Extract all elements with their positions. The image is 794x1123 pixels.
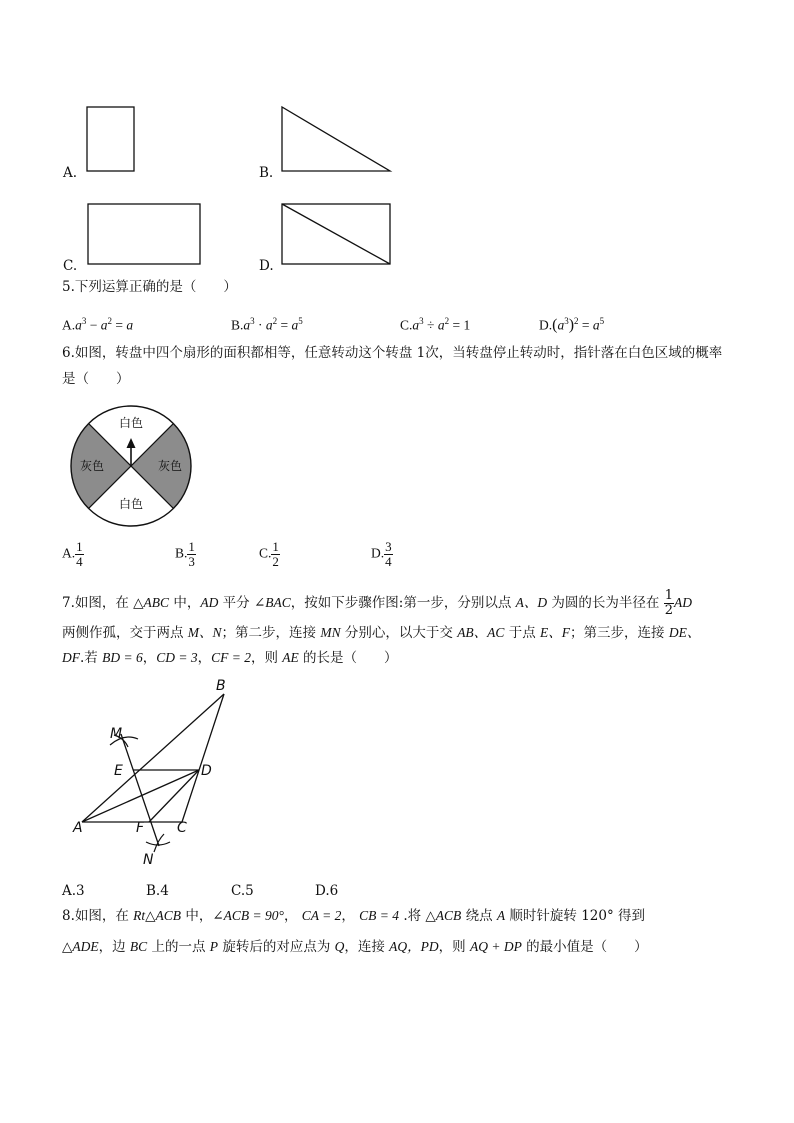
fig-label-f: F [136, 820, 145, 836]
q5-stem: 5.下列运算正确的是（ ） [62, 279, 237, 295]
q7-stem-line-3: DF.若 BD = 6，CD = 3，CF = 2，则 AE 的长是（ ） [62, 650, 398, 666]
q7-option-c: C.5 [231, 883, 254, 899]
q7-geometry-figure [66, 676, 246, 872]
q6-stem: 6.如图，转盘中四个扇形的面积都相等，任意转动这个转盘 1次，当转盘停止转动时，指针落在白色区域的概率是（ ） [62, 345, 723, 387]
q4-label-d: D. [259, 258, 274, 274]
q4-option-c-rectangle [86, 202, 204, 268]
spinner-label-left: 灰色 [79, 459, 105, 473]
q4-figures [60, 100, 420, 280]
q6-option-d: D. $\frac{3}{4}$ [371, 539, 392, 569]
q5-option-a: $A.a^3 - a^2 = a$ [62, 316, 134, 333]
q6-spinner [68, 403, 194, 529]
q4-label-c: C. [63, 258, 78, 274]
q6-option-a: A. $\frac{1}{4}$ [62, 539, 83, 569]
q8-stem-line-1: 8.如图，在 Rt△ACB 中，∠ACB = 90°， CA = 2， CB = 4 .将 △ACB 绕点 A 顺时针旋转 120° 得到 [62, 908, 646, 924]
q4-option-d-rectangle-diagonal [280, 202, 394, 268]
q4-option-b-triangle [280, 105, 395, 175]
spinner-label-bottom: 白色 [118, 497, 144, 511]
spinner-label-right: 灰色 [157, 459, 183, 473]
q4-label-b: B. [259, 165, 274, 181]
fig-label-e: E [114, 763, 123, 779]
q4-label-a: A. [63, 165, 78, 181]
q5-option-c: $C.a^3 \div a^2 = 1$ [400, 316, 471, 333]
q6-option-b: B. $\frac{1}{3}$ [175, 539, 195, 569]
q5-option-b: $B.a^3 \cdot a^2 = a^5$ [231, 316, 303, 333]
fig-label-n: N [143, 852, 154, 868]
q7-option-b: B.4 [146, 883, 169, 899]
fig-label-c: C [177, 820, 187, 836]
fig-label-d: D [201, 763, 212, 779]
fig-label-b: B [216, 678, 226, 694]
q7-stem-line-1: 7.如图，在 △ABC 中，AD 平分 ∠BAC，按如下步骤作图:第一步，分别以点 A、D 为圆的长为半径在 $\frac{1}{2}$ AD [62, 588, 692, 618]
fig-label-a: A [73, 820, 83, 836]
q7-stem-line-2: 两侧作孤，交于两点 M、N；第二步，连接 MN 分别心，以大于交 AB、AC 于点 E、F；第三步，连接 DE、 [62, 625, 701, 641]
q4-option-a-rectangle [85, 105, 137, 175]
fig-label-m: M [110, 726, 123, 742]
q8-stem-line-2: △ADE，边 BC 上的一点 P 旋转后的对应点为 Q，连接 AQ，PD，则 AQ + DP 的最小值是（ ） [62, 939, 648, 955]
q7-option-a: A.3 [62, 883, 85, 899]
q6-option-c: C. $\frac{1}{2}$ [259, 539, 279, 569]
spinner-label-top: 白色 [118, 416, 144, 430]
q5-option-d: $D.(a^3)^2 = a^5$ [539, 316, 605, 334]
q7-option-d: D.6 [315, 883, 339, 899]
